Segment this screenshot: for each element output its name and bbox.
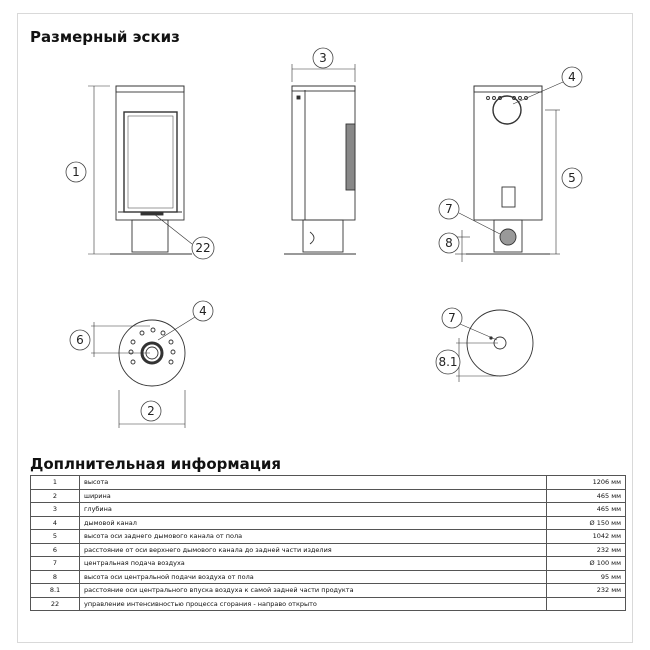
callout-7-bottom-label: 7: [448, 311, 456, 325]
row-number: 22: [31, 597, 80, 611]
callout-4-rear-label: 4: [568, 70, 576, 84]
front-view: [88, 86, 192, 254]
row-description: центральная подача воздуха: [80, 557, 547, 571]
callout-3-label: 3: [319, 51, 327, 65]
row-number: 1: [31, 476, 80, 490]
row-value: 465 мм: [547, 503, 626, 517]
table-row: [31, 597, 626, 611]
row-number: 8.1: [31, 584, 80, 598]
spec-table: [30, 475, 626, 611]
table-row: [31, 543, 626, 557]
callout-7-rear-label: 7: [445, 202, 453, 216]
row-value: [547, 597, 626, 611]
callout-8-label: 8: [445, 236, 453, 250]
callout-22-label: 22: [195, 241, 211, 255]
row-number: 4: [31, 516, 80, 530]
row-value: 232 мм: [547, 584, 626, 598]
row-description: управление интенсивностью процесса сгорания - направо открыто: [80, 597, 547, 611]
row-number: 6: [31, 543, 80, 557]
row-description: расстояние от оси верхнего дымового канала до задней части изделия: [80, 543, 547, 557]
callout-4-top-label: 4: [199, 304, 207, 318]
info-title: Доплнительная информация: [30, 455, 282, 473]
row-number: 2: [31, 489, 80, 503]
row-value: 465 мм: [547, 489, 626, 503]
callout-8-1-label: 8.1: [438, 355, 458, 369]
side-view: [284, 64, 356, 254]
table-row: [31, 489, 626, 503]
row-number: 8: [31, 570, 80, 584]
table-row: [31, 570, 626, 584]
callout-1-label: 1: [72, 165, 80, 179]
table-row: [31, 503, 626, 517]
callout-6-label: 6: [76, 333, 84, 347]
sketch-title: Размерный эскиз: [30, 28, 180, 46]
row-description: глубина: [80, 503, 547, 517]
row-value: 95 мм: [547, 570, 626, 584]
row-number: 7: [31, 557, 80, 571]
table-row: [31, 557, 626, 571]
row-value: 1042 мм: [547, 530, 626, 544]
row-description: высота оси заднего дымового канала от пола: [80, 530, 547, 544]
row-number: 3: [31, 503, 80, 517]
rear-view: [455, 82, 563, 262]
table-row: [31, 530, 626, 544]
row-description: дымовой канал: [80, 516, 547, 530]
row-description: высота: [80, 476, 547, 490]
table-row: [31, 584, 626, 598]
row-description: высота оси центральной подачи воздуха от пола: [80, 570, 547, 584]
row-value: Ø 150 мм: [547, 516, 626, 530]
table-row: [31, 476, 626, 490]
table-row: [31, 516, 626, 530]
row-value: 1206 мм: [547, 476, 626, 490]
row-value: Ø 100 мм: [547, 557, 626, 571]
callout-5-label: 5: [568, 171, 576, 185]
row-value: 232 мм: [547, 543, 626, 557]
row-description: ширина: [80, 489, 547, 503]
row-description: расстояние оси центрального впуска воздуха к самой задней части продукта: [80, 584, 547, 598]
row-number: 5: [31, 530, 80, 544]
callout-2-label: 2: [147, 404, 155, 418]
bottom-view: [456, 310, 533, 382]
